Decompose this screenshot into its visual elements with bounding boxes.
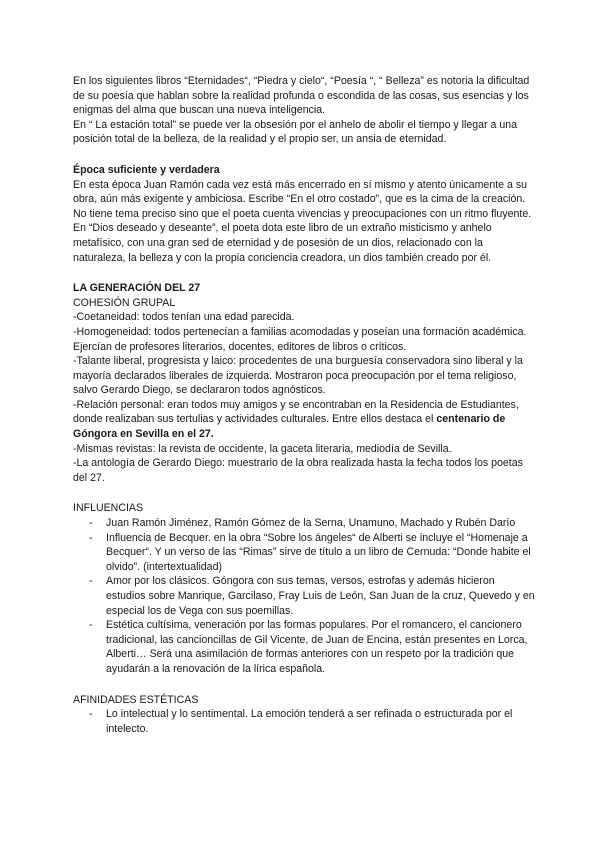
cohesion-item-relacion bbox=[73, 398, 535, 442]
epoca-paragraph-2: En “Dios deseado y deseante”, el poeta dota este libro de un extraño misticismo y anhelo metafísico, con una gran sed de eternidad y de posesión de un dios, relacionado con la naturaleza, la belleza y con la propia conciencia creadora, un dios también creado por él. bbox=[73, 222, 492, 264]
section-heading-epoca: Época suficiente y verdadera bbox=[73, 163, 220, 176]
intro-paragraph-1: En los siguientes libros “Eternidades“, “Piedra y cielo“, “Poesía “, “ Belleza” es notoria la dificultad de su poesía que hablan sobre la realidad profunda o escondida de las cosas, sus esencias y los enigmas del alma que buscan una nueva inteligencia. bbox=[73, 75, 530, 117]
influencias-list bbox=[73, 516, 535, 677]
spacer bbox=[73, 677, 535, 693]
list-item: - Juan Ramón Jiménez, Ramón Gómez de la Serna, Unamuno, Machado y Rubén Darío bbox=[73, 516, 535, 531]
afinidades-list bbox=[73, 707, 535, 736]
cohesion-item: -Mismas revistas: la revista de occidente, la gaceta literaria, mediodía de Sevilla. bbox=[73, 442, 452, 455]
list-item: - Lo intelectual y lo sentimental. La emoción tenderá a ser refinada o estructurada por el intelecto. bbox=[73, 707, 535, 736]
section-heading-influencias: INFLUENCIAS bbox=[73, 502, 144, 515]
epoca-paragraph-1: En esta época Juan Ramón cada vez está más encerrado en sí mismo y atento únicamente a su obra, aún más exigente y ambiciosa. Escribe “En el otro costado”, que es la cima de la creación. No tiene tema preciso sino que el poeta cuenta vivencias y preocupaciones con un ritmo fluyente. bbox=[73, 178, 532, 220]
subheading-cohesion: COHESIÓN GRUPAL bbox=[73, 296, 176, 309]
list-item: - Influencia de Becquer. en la obra “Sobre los ángeles“ de Alberti se incluye el “Homenaje a Becquer“. Y un verso de las “Rimas” sirve de título a un libro de Cernuda: “Donde habite el olvido”. (intertextualidad) bbox=[73, 531, 535, 575]
cohesion-item: -Coetaneidad: todos tenían una edad parecida. bbox=[73, 311, 295, 324]
relacion-bold: centenario de Góngora en Sevilla en el 27. bbox=[73, 413, 506, 441]
cohesion-item: -Homogeneidad: todos pertenecían a familias acomodadas y poseían una formación académica. Ejercían de profesores literarios, docentes, editores de libros o críticos. bbox=[73, 325, 527, 353]
list-item: - Estética cultísima, veneración por las formas populares. Por el romancero, el cancionero tradicional, las cancioncillas de Gil Vicente, de Juan de Encina, están presentes en Lorca, Alberti… Será una asimilación de formas anteriores con un respeto por la tradición que ayudarán a la renovación de la lírica española. bbox=[73, 618, 535, 676]
spacer bbox=[73, 147, 535, 163]
cohesion-item: -Talante liberal, progresista y laico: procedentes de una burguesía conservadora sino liberal y la mayoría declarados liberales de izquierda. Mostraron poca preocupación por el tema religioso, salvo Gerardo Diego, se declararon todos agnósticos. bbox=[73, 355, 523, 397]
document-content bbox=[73, 74, 535, 736]
cohesion-item: -La antología de Gerardo Diego: muestrario de la obra realizada hasta la fecha todos los poetas del 27. bbox=[73, 457, 523, 484]
section-heading-generacion: LA GENERACIÓN DEL 27 bbox=[73, 282, 201, 295]
list-item: - Amor por los clásicos. Góngora con sus temas, versos, estrofas y además hicieron estudios sobre Manrique, Garcilaso, Fray Luis de León, San Juan de la cruz, Quevedo y en especial los de Vega con sus poemillas. bbox=[73, 574, 535, 618]
intro-paragraph-2: En “ La estación total” se puede ver la obsesión por el anhelo de abolir el tiempo y llegar a una posición total de la belleza, de la realidad y el propio ser, un ansia de eternidad. bbox=[73, 118, 518, 146]
spacer bbox=[73, 485, 535, 501]
relacion-text: -Relación personal: eran todos muy amigos y se encontraban en la Residencia de Estudiantes, donde realizaban sus tertulias y actividades culturales. Entre ellos destaca el bbox=[73, 398, 519, 426]
spacer bbox=[73, 265, 535, 281]
section-heading-afinidades: AFINIDADES ESTÉTICAS bbox=[73, 693, 199, 706]
